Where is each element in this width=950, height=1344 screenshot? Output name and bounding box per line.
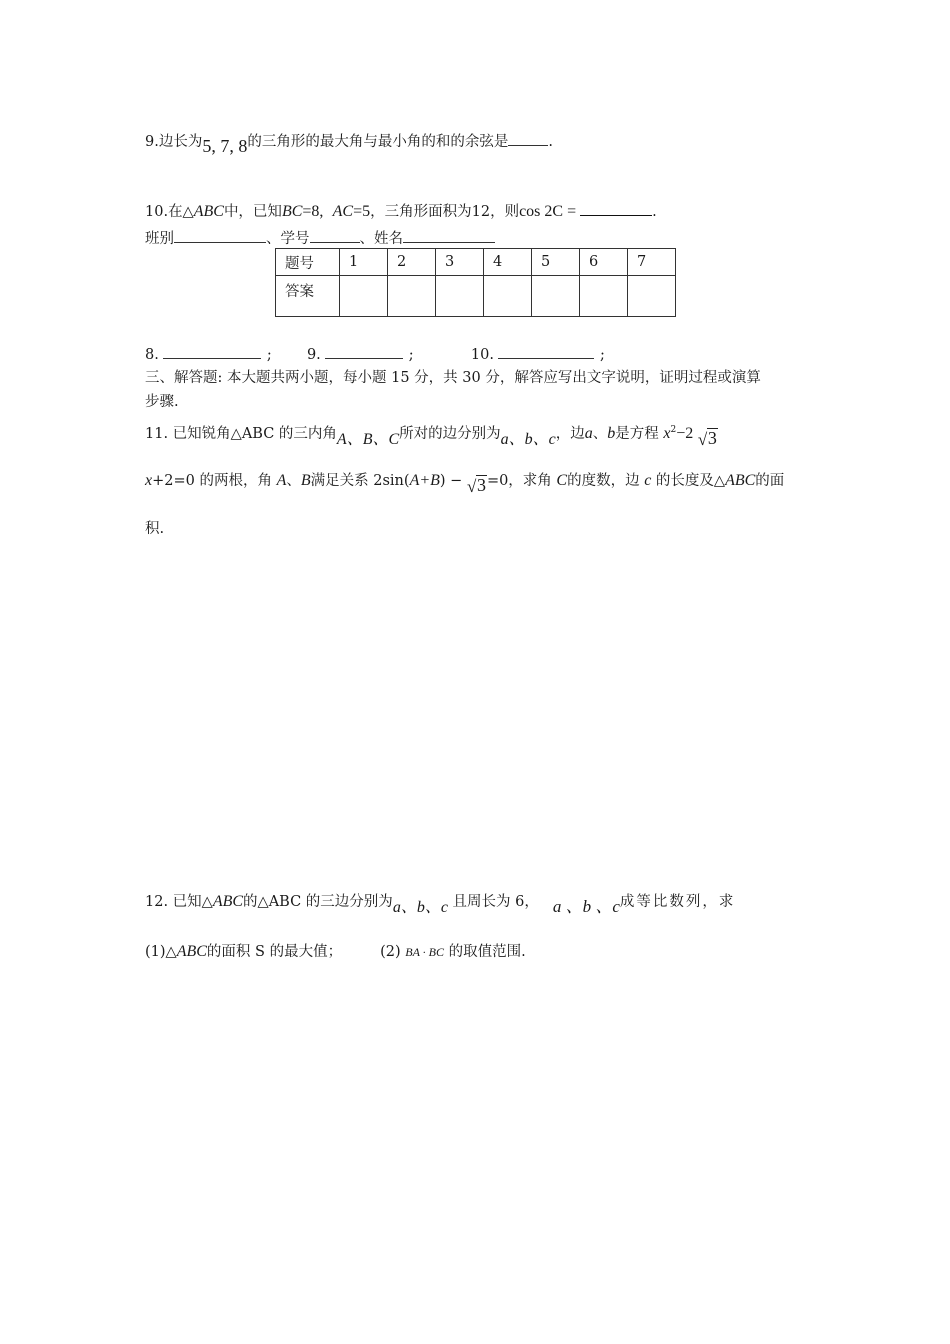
q11-radicand: 3: [476, 475, 486, 495]
blank-9-field[interactable]: [325, 344, 403, 359]
q11-text: 满足关系 2sin(: [310, 473, 410, 489]
class-label: 班别: [145, 231, 174, 247]
q11-x: x: [145, 472, 153, 489]
q12-part-2-text: 的取值范围.: [448, 944, 526, 960]
q11-abc: ABC: [725, 472, 756, 489]
question-number-cell: 1: [340, 249, 388, 276]
q12-text-mid: 的△ABC 的三边分别为: [243, 894, 393, 910]
question-9: [145, 130, 553, 156]
blank-8-field[interactable]: [163, 344, 261, 359]
q11-square: 2: [670, 425, 677, 435]
q10-ac: AC: [332, 203, 354, 220]
fill-in-answers: [145, 344, 605, 365]
answer-header: 答案: [276, 276, 340, 317]
question-number-cell: 2: [388, 249, 436, 276]
blank-8-label: 8.: [145, 347, 159, 363]
q11-text-pre: 11. 已知锐角△ABC 的三内角: [145, 425, 337, 442]
question-10: [145, 201, 657, 222]
section-3-instructions: 三、解答题: 本大题共两小题，每小题 15 分，共 30 分，解答应写出文字说明，证明过程或演算: [145, 370, 761, 386]
name-field[interactable]: [403, 228, 495, 243]
q11-text-edge: ，边: [555, 425, 585, 442]
q11-a-plus-b: A+B: [409, 472, 440, 489]
q12-text-post: 成等比数列，求: [619, 894, 736, 910]
q11-text: ) −: [439, 473, 463, 489]
answer-cell[interactable]: [436, 276, 484, 317]
q11-a: a: [584, 424, 593, 442]
q11-radicand: 3: [707, 427, 717, 448]
separator: ;: [599, 347, 605, 363]
blank-10-label: 10.: [470, 347, 494, 363]
section-3-instructions-cont: 步骤.: [145, 394, 179, 410]
answer-table-answer-row: [276, 276, 676, 317]
question-number-cell: 4: [484, 249, 532, 276]
q11-x: x: [663, 424, 671, 442]
q10-number: 10.: [145, 204, 169, 220]
q10-text-mid: 中，已知: [223, 204, 282, 220]
q12-abc: ABC: [176, 943, 207, 960]
q11-angle-b: B: [300, 472, 311, 489]
q11-sides: a、b、c: [500, 430, 556, 448]
q10-bc-val: =8,: [302, 203, 324, 220]
q10-text-area: ，三角形面积为12，则: [370, 204, 520, 220]
question-12-line-2: [145, 942, 526, 962]
q11-text-sides: 所对的边分别为: [399, 425, 501, 442]
q11-text: 的度数，边: [567, 473, 640, 489]
q11-angle-c: C: [556, 472, 568, 489]
q9-number: 9.: [145, 134, 159, 150]
q11-text: +2=0 的两根，角: [152, 473, 272, 489]
q12-text-perimeter: 且周长为 6，: [452, 894, 539, 910]
question-number-cell: 3: [436, 249, 484, 276]
answer-table-header-row: [276, 249, 676, 276]
q11-text: 的长度及△: [655, 473, 726, 489]
q12-vector-product: BA · BC: [405, 945, 445, 959]
q11-minus-two: −2: [676, 424, 694, 442]
answer-cell[interactable]: [340, 276, 388, 317]
answer-cell[interactable]: [484, 276, 532, 317]
q11-sqrt-3: √ 3: [697, 427, 717, 449]
q12-text-pre: 12. 已知△: [145, 894, 213, 910]
q12-abc: ABC: [212, 893, 244, 910]
q11-b: b: [607, 424, 616, 442]
question-number-header: 题号: [276, 249, 340, 276]
q11-side-c: c: [644, 472, 652, 489]
answer-cell[interactable]: [628, 276, 676, 317]
q11-text-eq: 是方程: [615, 425, 659, 442]
q9-end: .: [548, 134, 553, 150]
student-id-field[interactable]: [310, 228, 360, 243]
q12-sides-2: a 、b 、c: [552, 897, 620, 916]
q10-cos2c: cos 2C =: [519, 203, 577, 220]
q12-part-1-label: (1)△: [145, 944, 177, 960]
q9-sides: 5, 7, 8: [202, 136, 248, 156]
q12-part-1-text: 的面积 S 的最大值；: [206, 944, 343, 960]
q12-part-2-label: (2): [380, 944, 401, 960]
blank-9-label: 9.: [306, 347, 321, 363]
q11-text: 的面: [755, 473, 785, 489]
q10-text-pre: 在△: [168, 204, 194, 220]
answer-cell[interactable]: [388, 276, 436, 317]
q9-text-post: 的三角形的最大角与最小角的和的余弦是: [247, 134, 509, 150]
q11-angles: A、B、C: [336, 430, 400, 448]
q12-sides: a、b、c: [392, 899, 448, 916]
question-number-cell: 5: [532, 249, 580, 276]
q10-answer-blank: [580, 201, 652, 216]
q11-dun: 、: [286, 473, 301, 489]
answer-table: [275, 248, 676, 317]
q9-text-pre: 边长为: [158, 134, 203, 150]
q9-answer-blank: [508, 131, 548, 146]
q10-end: .: [652, 204, 657, 220]
answer-cell[interactable]: [532, 276, 580, 317]
question-number-cell: 7: [628, 249, 676, 276]
q10-abc: ABC: [193, 203, 224, 220]
class-field[interactable]: [174, 228, 266, 243]
question-12-line-1: [145, 891, 736, 916]
blank-10-field[interactable]: [498, 344, 594, 359]
q10-ac-val: =5: [353, 203, 371, 220]
q11-angle-a: A: [276, 472, 287, 489]
student-id-label: 、学号: [266, 231, 310, 247]
question-number-cell: 6: [580, 249, 628, 276]
question-11-line-2: [145, 469, 785, 496]
q11-text: =0，求角: [486, 473, 552, 489]
student-info-line: [145, 228, 495, 249]
separator: ;: [266, 347, 272, 363]
q11-dun: 、: [592, 425, 608, 442]
q11-sqrt-3: √ 3: [466, 475, 486, 496]
question-11-line-1: [145, 420, 718, 449]
q10-bc: BC: [281, 203, 303, 220]
name-label: 、姓名: [359, 231, 403, 247]
separator: ;: [408, 347, 414, 363]
question-11-line-3: 积.: [145, 521, 165, 537]
answer-cell[interactable]: [580, 276, 628, 317]
